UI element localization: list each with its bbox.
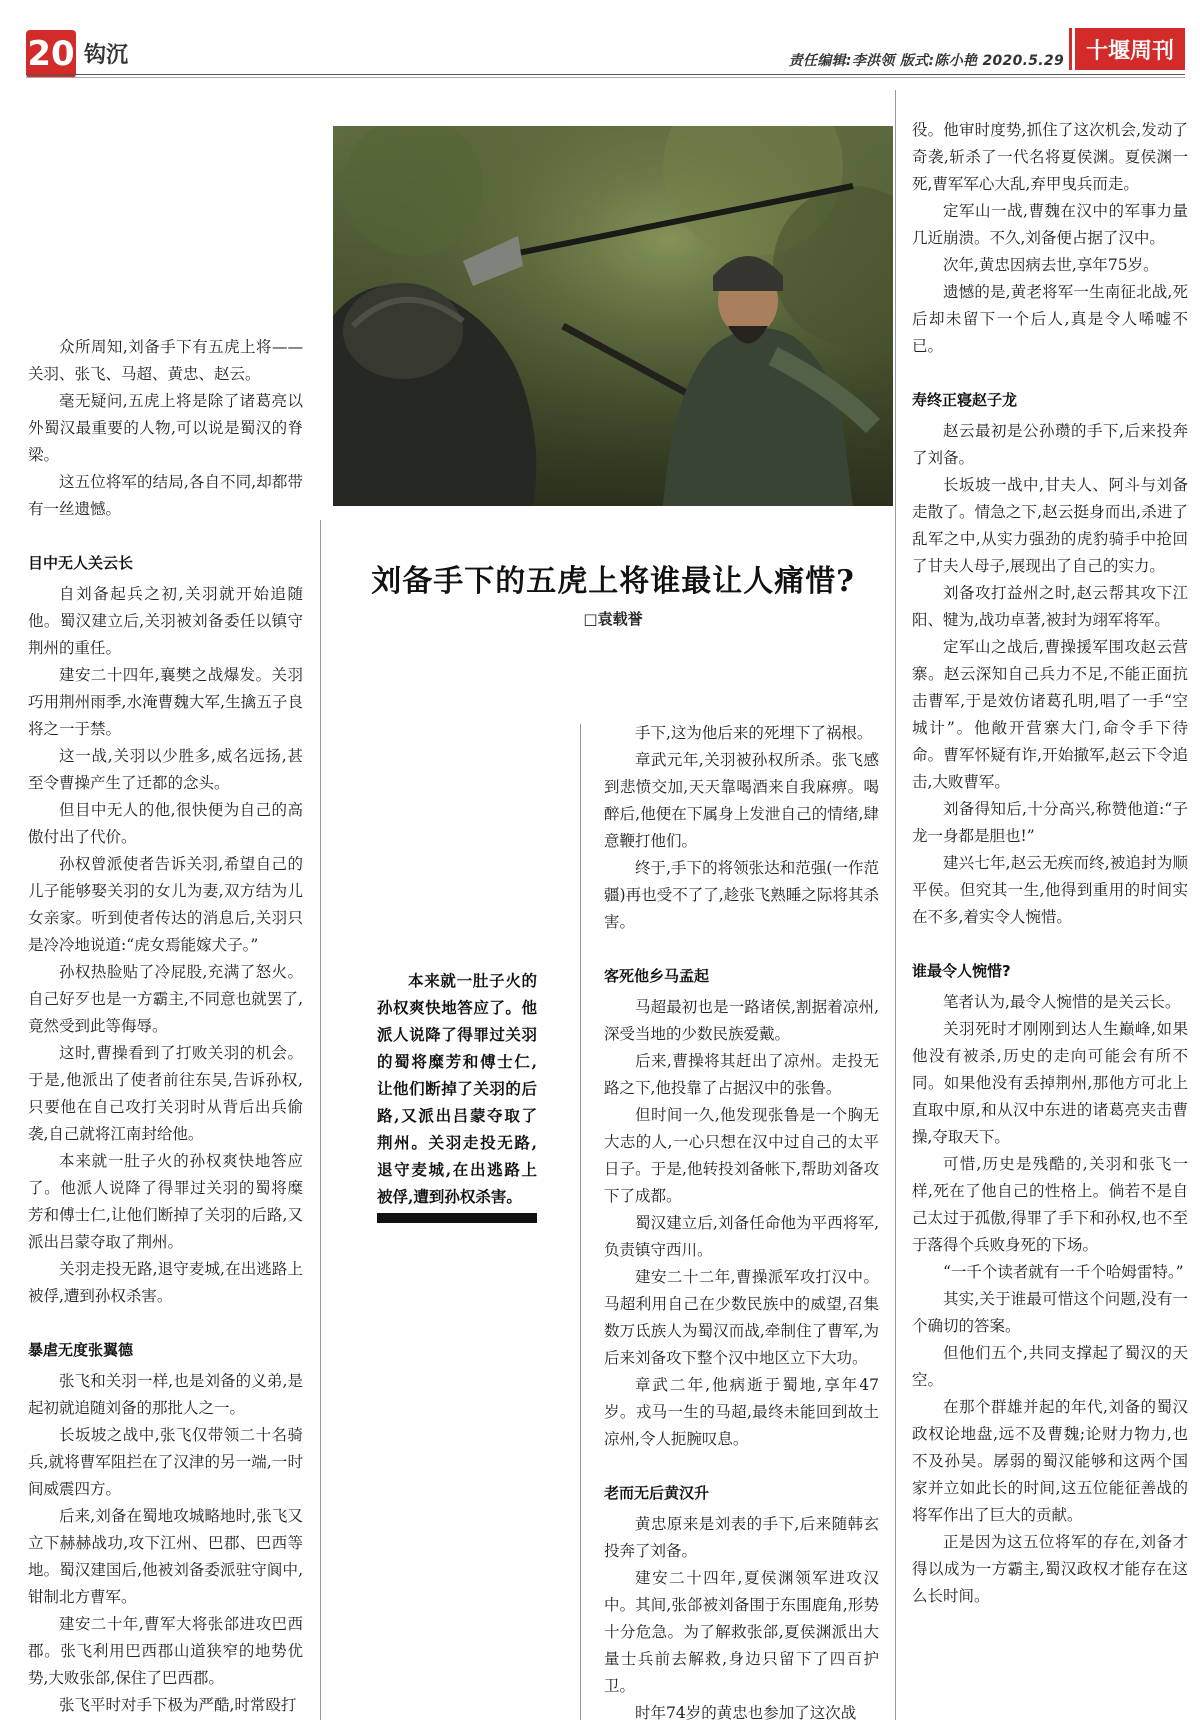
paragraph: 役。他审时度势,抓住了这次机会,发动了奇袭,斩杀了一代名将夏侯渊。夏侯渊一死,曹军军心大乱,弃甲曳兵而走。 — [912, 121, 1188, 193]
paragraph: 自刘备起兵之初,关羽就开始追随他。蜀汉建立后,关羽被刘备委任以镇守荆州的重任。 — [28, 585, 303, 657]
publication-brand: 十堰周刊 — [1075, 28, 1185, 70]
pull-quote — [377, 967, 537, 1210]
paragraph: 孙权热脸贴了冷屁股,充满了怒火。自己好歹也是一方霸主,不同意也就罢了,竟然受到此等侮辱。 — [28, 963, 303, 1035]
subheading: 目中无人关云长 — [28, 554, 134, 572]
paragraph: 建安二十四年,夏侯渊领军进攻汉中。其间,张郃被刘备围于东围鹿角,形势十分危急。为了解救张郃,夏侯渊派出大量士兵前去解救,身边只留下了四百护卫。 — [604, 1569, 879, 1695]
article-author: □袁载誉 — [583, 610, 643, 628]
paragraph: 定军山之战后,曹操援军围攻赵云营寨。赵云深知自己兵力不足,不能正面抗击曹军,于是效仿诸葛孔明,唱了一手“空城计”。他敞开营寨大门,命令手下待命。曹军怀疑有诈,开始撤军,赵云下令追击,大败曹军。 — [912, 638, 1188, 791]
paragraph: 关羽死时才刚刚到达人生巅峰,如果他没有被杀,历史的走向可能会有所不同。如果他没有丢掉荆州,那他方可北上直取中原,和从汉中东进的诸葛亮夹击曹操,夺取天下。 — [912, 1020, 1188, 1146]
paragraph: 毫无疑问,五虎上将是除了诸葛亮以外蜀汉最重要的人物,可以说是蜀汉的脊梁。 — [28, 392, 303, 464]
battle-photo — [333, 126, 893, 506]
paragraph: 在那个群雄并起的年代,刘备的蜀汉政权论地盘,远不及曹魏;论财力物力,也不及孙吴。孱弱的蜀汉能够和这两个国家并立如此长的时间,这五位能征善战的将军作出了巨大的贡献。 — [912, 1398, 1188, 1524]
subheading: 寿终正寝赵子龙 — [912, 391, 1018, 409]
column-4 — [912, 117, 1188, 1610]
paragraph: 众所周知,刘备手下有五虎上将——关羽、张飞、马超、黄忠、赵云。 — [28, 338, 303, 383]
paragraph: 建安二十四年,襄樊之战爆发。关羽巧用荆州雨季,水淹曹魏大军,生擒五子良将之一于禁。 — [28, 666, 303, 738]
paragraph: 但他们五个,共同支撑起了蜀汉的天空。 — [912, 1344, 1188, 1389]
column-divider — [895, 90, 896, 1720]
paragraph: 这一战,关羽以少胜多,威名远扬,甚至令曹操产生了迁都的念头。 — [28, 747, 303, 792]
paragraph: 这时,曹操看到了打败关羽的机会。于是,他派出了使者前往东吴,告诉孙权,只要他在自己攻打关羽时从背后出兵偷袭,自己就将江南封给他。 — [28, 1044, 303, 1143]
paragraph: 刘备得知后,十分高兴,称赞他道:“子龙一身都是胆也!” — [912, 800, 1188, 845]
column-1 — [28, 334, 303, 1719]
paragraph: 长坂坡一战中,甘夫人、阿斗与刘备走散了。情急之下,赵云挺身而出,杀进了乱军之中,从实力强劲的虎豹骑手中抢回了甘夫人母子,展现出了自己的实力。 — [912, 476, 1188, 575]
column-3 — [604, 720, 879, 1727]
pull-quote-text: 本来就一肚子火的孙权爽快地答应了。他派人说降了得罪过关羽的蜀将糜芳和傅士仁,让他们断掉了关羽的后路,又派出吕蒙夺取了荆州。关羽走投无路,退守麦城,在出逃路上被俘,遭到孙权杀害。 — [377, 971, 537, 1206]
paragraph: 但时间一久,他发现张鲁是一个胸无大志的人,一心只想在汉中过自己的太平日子。于是,他转投刘备帐下,帮助刘备攻下了成都。 — [604, 1106, 879, 1205]
paragraph: 建兴七年,赵云无疾而终,被追封为顺平侯。但究其一生,他得到重用的时间实在不多,着实令人惋惜。 — [912, 854, 1188, 926]
page-number: 20 — [27, 34, 75, 74]
paragraph: 正是因为这五位将军的存在,刘备才得以成为一方霸主,蜀汉政权才能存在这么长时间。 — [912, 1533, 1188, 1605]
page-number-badge — [26, 30, 76, 78]
article-title-block — [333, 556, 893, 629]
paragraph: 蜀汉建立后,刘备任命他为平西将军,负责镇守西川。 — [604, 1214, 879, 1259]
subheading: 老而无后黄汉升 — [604, 1484, 710, 1502]
column-divider — [580, 724, 581, 1720]
paragraph: 这五位将军的结局,各自不同,却都带有一丝遗憾。 — [28, 473, 303, 518]
header-rule — [26, 74, 1185, 75]
paragraph: 建安二十年,曹军大将张郃进攻巴西郡。张飞利用巴西郡山道狭窄的地势优势,大败张郃,保住了巴西郡。 — [28, 1615, 303, 1687]
paragraph: 关羽走投无路,退守麦城,在出逃路上被俘,遭到孙权杀害。 — [28, 1260, 303, 1305]
subheading: 谁最令人惋惜? — [912, 962, 1011, 980]
paragraph: 建安二十二年,曹操派军攻打汉中。马超利用自己在少数民族中的威望,召集数万氐族人为蜀汉而战,牵制住了曹军,为后来刘备攻下整个汉中地区立下大功。 — [604, 1268, 879, 1367]
paragraph: 长坂坡之战中,张飞仅带领二十名骑兵,就将曹军阻拦在了汉津的另一端,一时间威震四方。 — [28, 1426, 303, 1498]
paragraph: 后来,曹操将其赶出了凉州。走投无路之下,他投靠了占据汉中的张鲁。 — [604, 1052, 879, 1097]
paragraph: 次年,黄忠因病去世,享年75岁。 — [943, 256, 1159, 274]
paragraph: 黄忠原来是刘表的手下,后来随韩玄投奔了刘备。 — [604, 1515, 879, 1560]
paragraph: 遗憾的是,黄老将军一生南征北战,死后却未留下一个后人,真是令人唏嘘不已。 — [912, 283, 1188, 355]
paragraph: 笔者认为,最令人惋惜的是关云长。 — [943, 993, 1181, 1011]
editor-credits: 责任编辑:李洪领 版式:陈小艳 2020.5.29 — [788, 53, 1064, 69]
paragraph: 章武二年,他病逝于蜀地,享年47岁。戎马一生的马超,最终未能回到故土凉州,令人扼腕叹息。 — [604, 1376, 879, 1448]
paragraph: 时年74岁的黄忠也参加了这次战 — [635, 1704, 857, 1722]
header-rule-secondary — [26, 77, 1185, 78]
paragraph: 但目中无人的他,很快便为自己的高傲付出了代价。 — [28, 801, 303, 846]
pull-quote-bar — [377, 1213, 537, 1223]
paragraph: 章武元年,关羽被孙权所杀。张飞感到悲愤交加,天天靠喝酒来自我麻痹。喝醉后,他便在下属身上发泄自己的情绪,肆意鞭打他们。 — [604, 751, 879, 850]
subheading: 暴虐无度张翼德 — [28, 1341, 134, 1359]
paragraph: 马超最初也是一路诸侯,割据着凉州,深受当地的少数民族爱戴。 — [604, 998, 879, 1043]
paragraph: 张飞和关羽一样,也是刘备的义弟,是起初就追随刘备的那批人之一。 — [28, 1372, 303, 1417]
paragraph: 孙权曾派使者告诉关羽,希望自己的儿子能够娶关羽的女儿为妻,双方结为儿女亲家。听到使者传达的消息后,关羽只是冷冷地说道:“虎女焉能嫁犬子。” — [28, 855, 303, 954]
paragraph: 定军山一战,曹魏在汉中的军事力量几近崩溃。不久,刘备便占据了汉中。 — [912, 202, 1188, 247]
subheading: 客死他乡马孟起 — [604, 967, 710, 985]
article-title: 刘备手下的五虎上将谁最让人痛惜? — [371, 564, 855, 599]
paragraph: 终于,手下的将领张达和范强(一作范疆)再也受不了了,趁张飞熟睡之际将其杀害。 — [604, 859, 879, 931]
paragraph: 刘备攻打益州之时,赵云帮其攻下江阳、犍为,战功卓著,被封为翊军将军。 — [912, 584, 1188, 629]
section-name: 钩沉 — [84, 43, 129, 68]
paragraph: 其实,关于谁最可惜这个问题,没有一个确切的答案。 — [912, 1290, 1188, 1335]
paragraph: 本来就一肚子火的孙权爽快地答应了。他派人说降了得罪过关羽的蜀将糜芳和傅士仁,让他们断掉了关羽的后路,又派出吕蒙夺取了荆州。 — [28, 1152, 303, 1251]
paragraph: 张飞平时对手下极为严酷,时常殴打 — [59, 1696, 297, 1714]
paragraph: “一千个读者就有一千个哈姆雷特。” — [943, 1263, 1184, 1281]
paragraph: 可惜,历史是残酷的,关羽和张飞一样,死在了他自己的性格上。倘若不是自己太过于孤傲,得罪了手下和孙权,也不至于落得个兵败身死的下场。 — [912, 1155, 1188, 1254]
paragraph: 赵云最初是公孙瓒的手下,后来投奔了刘备。 — [912, 422, 1188, 467]
paragraph: 手下,这为他后来的死埋下了祸根。 — [635, 724, 873, 742]
paragraph: 后来,刘备在蜀地攻城略地时,张飞又立下赫赫战功,攻下江州、巴郡、巴西等地。蜀汉建国后,他被刘备委派驻守阆中,钳制北方曹军。 — [28, 1507, 303, 1606]
column-divider — [320, 520, 321, 1720]
